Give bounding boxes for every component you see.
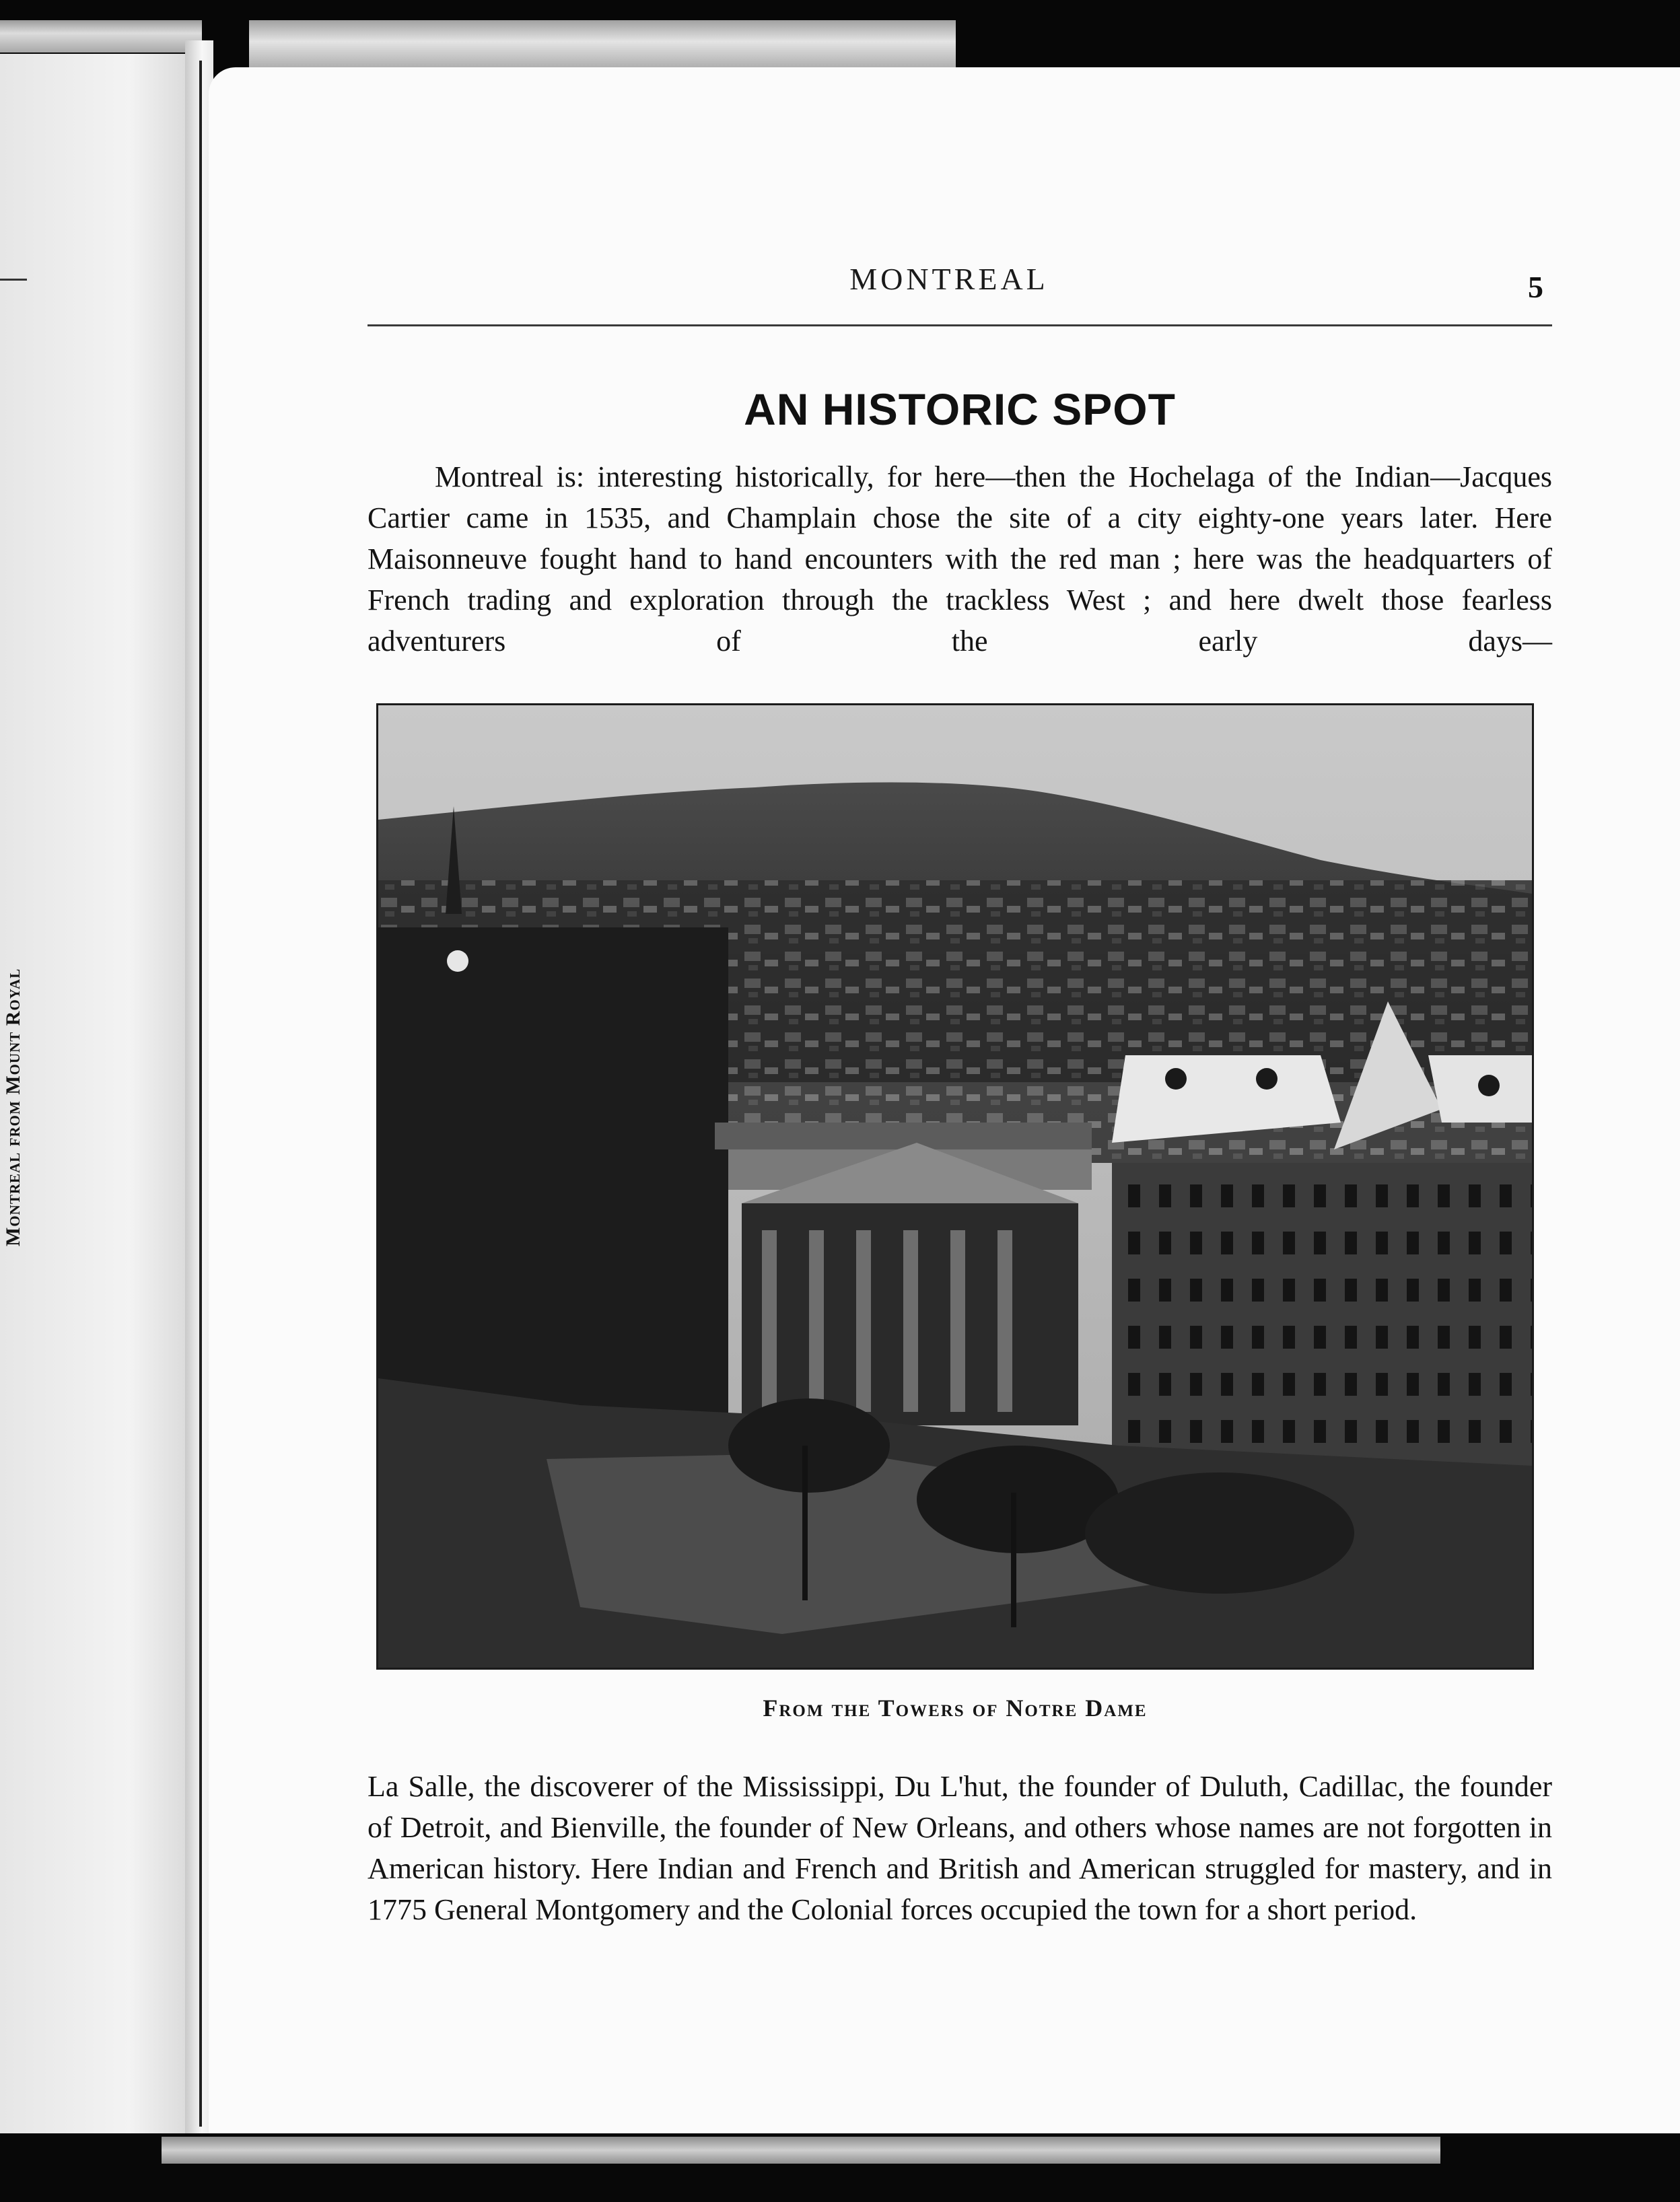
intro-paragraph: Montreal is: interesting historically, for here—then the Hochelaga of the Indian—Jacques Cartier came in 1535, and Champlain chose the site of a city eighty-one years later. Here Maisonneuve fought hand to hand encounters with the red man ; here was the headquarters of French trading and exploration through the trackless West ; and here dwelt those fearless adventurers of the early days— <box>368 460 1552 658</box>
gutter-line <box>199 61 202 2127</box>
continuation-paragraph: La Salle, the discoverer of the Mississippi, Du L'hut, the founder of Duluth, Cadillac, the founder of Detroit, and Bienville, the founder of New Orleans, and others whose names are not forgotten in American history. Here Indian and French and British and American struggled for mastery, and in 1775 General Montgomery and the Colonial forces occupied the town for a short period. <box>368 1770 1552 1926</box>
facing-page <box>0 54 185 2140</box>
photo-caption: From the Towers of Notre Dame <box>763 1695 1148 1721</box>
scan-strip-right <box>249 20 956 67</box>
photograph-notre-dame-view <box>378 705 1532 1668</box>
facing-page-caption: Montreal from Mount Royal <box>2 968 24 1246</box>
running-head: MONTREAL <box>849 262 1049 296</box>
facing-page-mark <box>0 279 27 281</box>
header-rule <box>368 324 1552 326</box>
scan-strip-bottom <box>162 2137 1440 2164</box>
page-number: 5 <box>1528 270 1543 304</box>
scan-strip-left <box>0 20 202 52</box>
section-title: AN HISTORIC SPOT <box>744 384 1176 434</box>
